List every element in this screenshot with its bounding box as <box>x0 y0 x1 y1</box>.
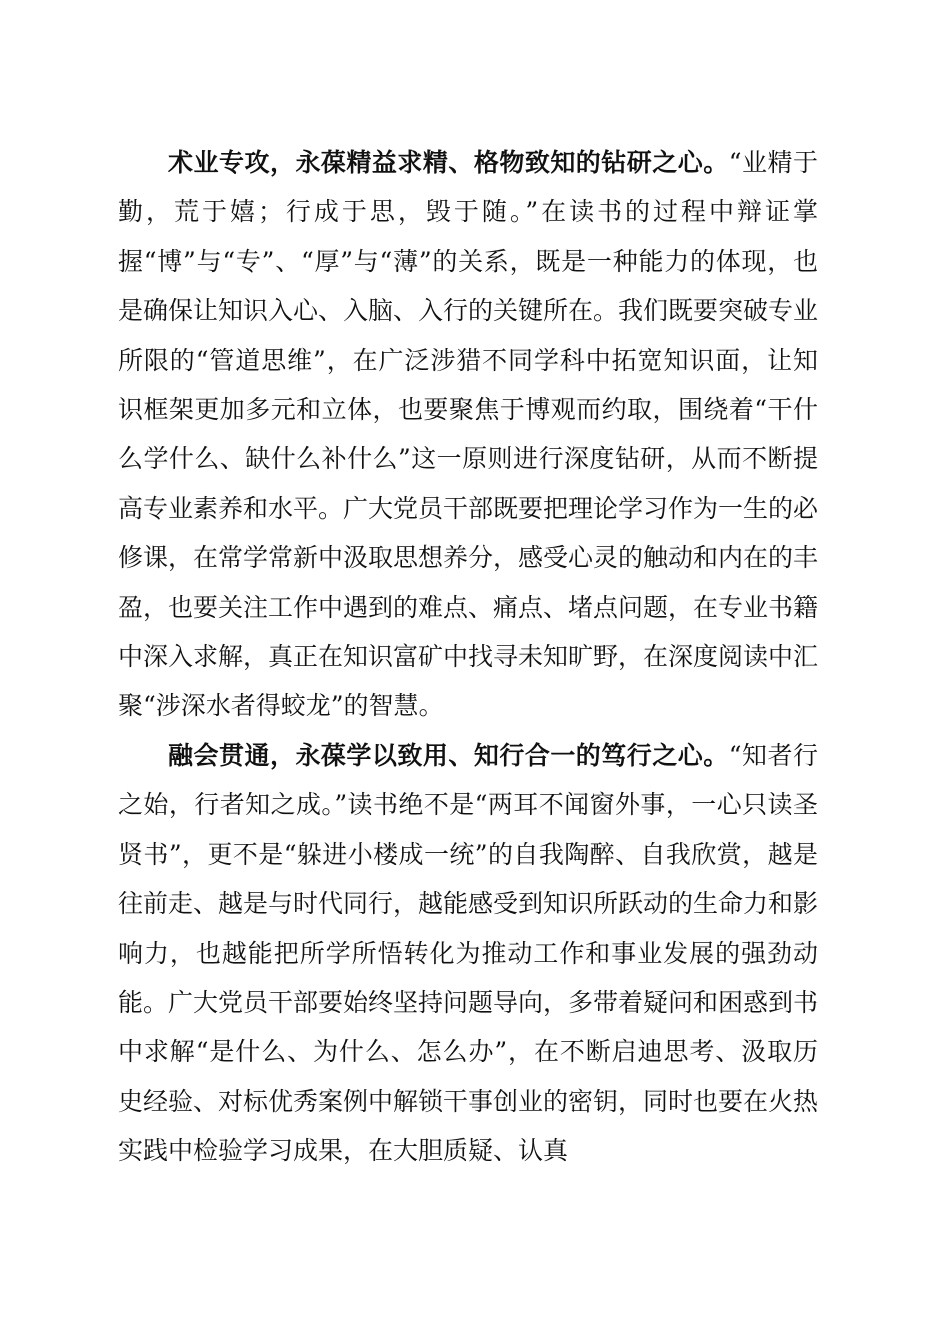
paragraph-1-heading: 术业专攻，永葆精益求精、格物致知的钻研之心。 <box>168 148 729 177</box>
paragraph-1-text: “业精于勤，荒于嬉；行成于思，毁于随。”在读书的过程中辩证掌握“博”与“专”、“厚”与“薄”的关系，既是一种能力的体现，也是确保让知识入心、入脑、入行的关键所在。我们既要突破专业所限的“管道思维”，在广泛涉猎不同学科中拓宽知识面，让知识框架更加多元和立体，也要聚焦于博观而约取，围绕着“干什么学什么、缺什么补什么”这一原则进行深度钻研，从而不断提高专业素养和水平。广大党员干部既要把理论学习作为一生的必修课，在常学常新中汲取思想养分，感受心灵的触动和内在的丰盈，也要关注工作中遇到的难点、痛点、堵点问题，在专业书籍中深入求解，真正在知识富矿中找寻未知旷野，在深度阅读中汇聚“涉深水者得蛟龙”的智慧。 <box>118 148 819 721</box>
paragraph-2-heading: 融会贯通，永葆学以致用、知行合一的笃行之心。 <box>168 740 729 770</box>
paragraph-1 <box>118 138 818 731</box>
paragraph-2 <box>118 731 818 1176</box>
paragraph-2-text: “知者行之始，行者知之成。”读书绝不是“两耳不闻窗外事，一心只读圣贤书”，更不是“躲进小楼成一统”的自我陶醉、自我欣赏，越是往前走、越是与时代同行，越能感受到知识所跃动的生命力和影响力，也越能把所学所悟转化为推动工作和事业发展的强劲动能。广大党员干部要始终坚持问题导向，多带着疑问和困惑到书中求解“是什么、为什么、怎么办”，在不断启迪思考、汲取历史经验、对标优秀案例中解锁干事创业的密钥，同时也要在火热实践中检验学习成果，在大胆质疑、认真 <box>118 740 819 1166</box>
document-body <box>118 138 818 1176</box>
